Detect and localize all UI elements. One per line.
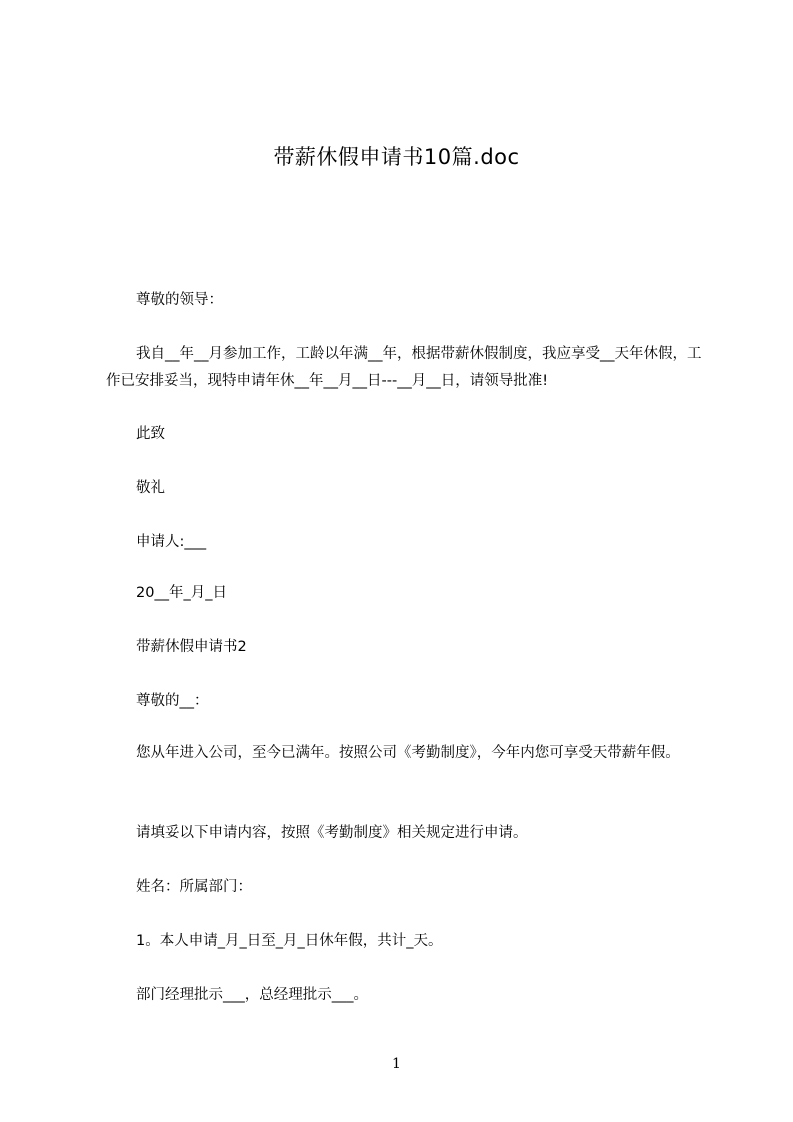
section-heading: 带薪休假申请书2 bbox=[136, 639, 247, 655]
closing-line: 敬礼 bbox=[136, 480, 165, 496]
form-field-line: 姓名：所属部门： bbox=[136, 879, 252, 895]
closing-line: 此致 bbox=[136, 426, 165, 442]
applicant-line: 申请人:___ bbox=[136, 534, 207, 550]
approval-line: 部门经理批示___，总经理批示___。 bbox=[136, 987, 368, 1003]
date-line: 20__年_月_日 bbox=[136, 585, 227, 601]
salutation: 尊敬的领导： bbox=[136, 292, 223, 308]
document-title: 带薪休假申请书10篇.doc bbox=[273, 145, 520, 169]
form-field-line: 1。本人申请_月_日至_月_日休年假，共计_天。 bbox=[136, 933, 443, 949]
page-number: 1 bbox=[392, 1056, 401, 1072]
body-paragraph: 我自__年__月参加工作，工龄以年满__年，根据带薪休假制度，我应享受__天年休假，工作已安排妥当，现特申请年休__年__月__日---__月__日，请领导批准! bbox=[106, 346, 702, 389]
body-paragraph: 您从年进入公司，至今已满年。按照公司《考勤制度》，今年内您可享受天带薪年假。 bbox=[136, 745, 680, 761]
body-paragraph: 请填妥以下申请内容，按照《考勤制度》相关规定进行申请。 bbox=[136, 825, 528, 841]
salutation: 尊敬的__： bbox=[136, 693, 209, 709]
